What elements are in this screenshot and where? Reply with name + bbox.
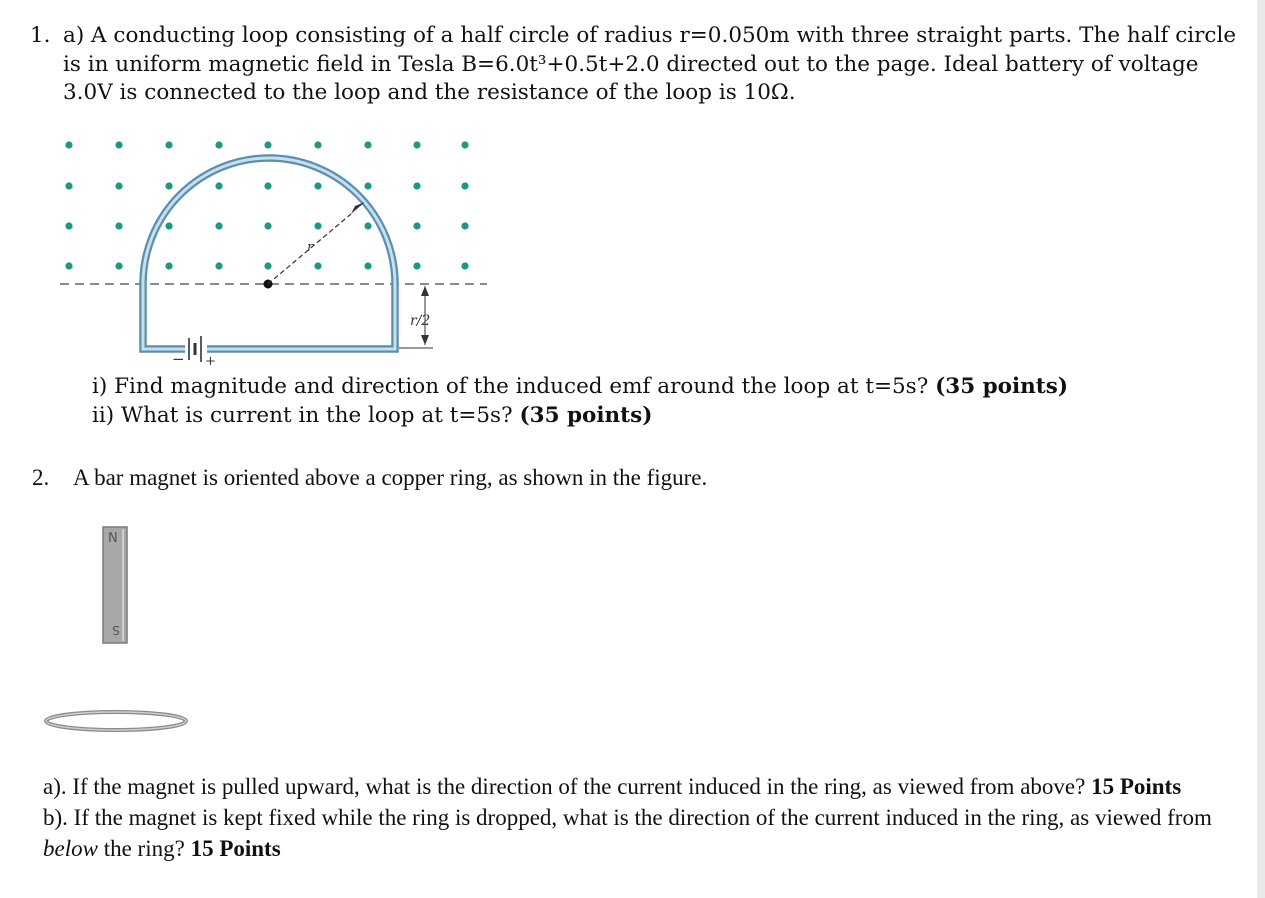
page-edge: [1257, 0, 1265, 898]
subpart-i-text: i) Find magnitude and direction of the induced emf around the loop at t=5s?: [92, 374, 936, 399]
question-1-text: a) A conducting loop consisting of a half circle of radius r=0.050m with three straight parts. The half circle is in uniform magnetic field in Tesla B=6.0t³+0.5t+2.0 directed out to the page. Ideal battery of voltage 3.0V is connected to the loop and the resistance of the loop is 10Ω.: [63, 23, 1237, 105]
part-a: [43, 771, 1248, 802]
magnet-ring-figure: [30, 524, 200, 744]
radius-arrow-head: [351, 202, 365, 214]
offset-label: r/2: [410, 313, 431, 329]
subpart-ii-points: (35 points): [519, 403, 653, 428]
radius-label: r: [307, 240, 314, 255]
copper-ring: [46, 712, 186, 730]
part-a-text: a). If the magnet is pulled upward, what is the direction of the current induced in the ring, as viewed from above?: [43, 774, 1092, 799]
magnet-north-label: N: [108, 531, 118, 546]
part-b-text-1: b). If the magnet is kept fixed while the ring is dropped, what is the direction of the current induced in the ring, as viewed from: [43, 805, 1212, 830]
part-b-emphasis: below: [43, 836, 98, 861]
part-b-text-2: the ring?: [97, 836, 191, 861]
battery: [185, 336, 207, 362]
part-b-points: 15 Points: [190, 836, 281, 861]
question-1: [30, 22, 1245, 108]
question-2-number: 2.: [32, 465, 50, 490]
subpart-i-points: (35 points): [935, 374, 1069, 399]
subpart-ii-text: ii) What is current in the loop at t=5s?: [92, 403, 520, 428]
question-1-subparts: [92, 372, 1068, 430]
battery-minus-sign: −: [172, 350, 185, 368]
subpart-ii: [92, 401, 1068, 430]
magnet-south-label: S: [112, 623, 120, 637]
battery-plus-sign: +: [205, 354, 216, 369]
question-2: [32, 463, 707, 493]
question-2-parts: [43, 771, 1248, 864]
loop-figure: [55, 130, 495, 375]
subpart-i: [92, 372, 1068, 401]
question-1-number: 1.: [30, 23, 51, 48]
question-2-text: A bar magnet is oriented above a copper ring, as shown in the figure.: [73, 465, 708, 490]
part-b: [43, 802, 1248, 864]
part-a-points: 15 Points: [1091, 774, 1182, 799]
